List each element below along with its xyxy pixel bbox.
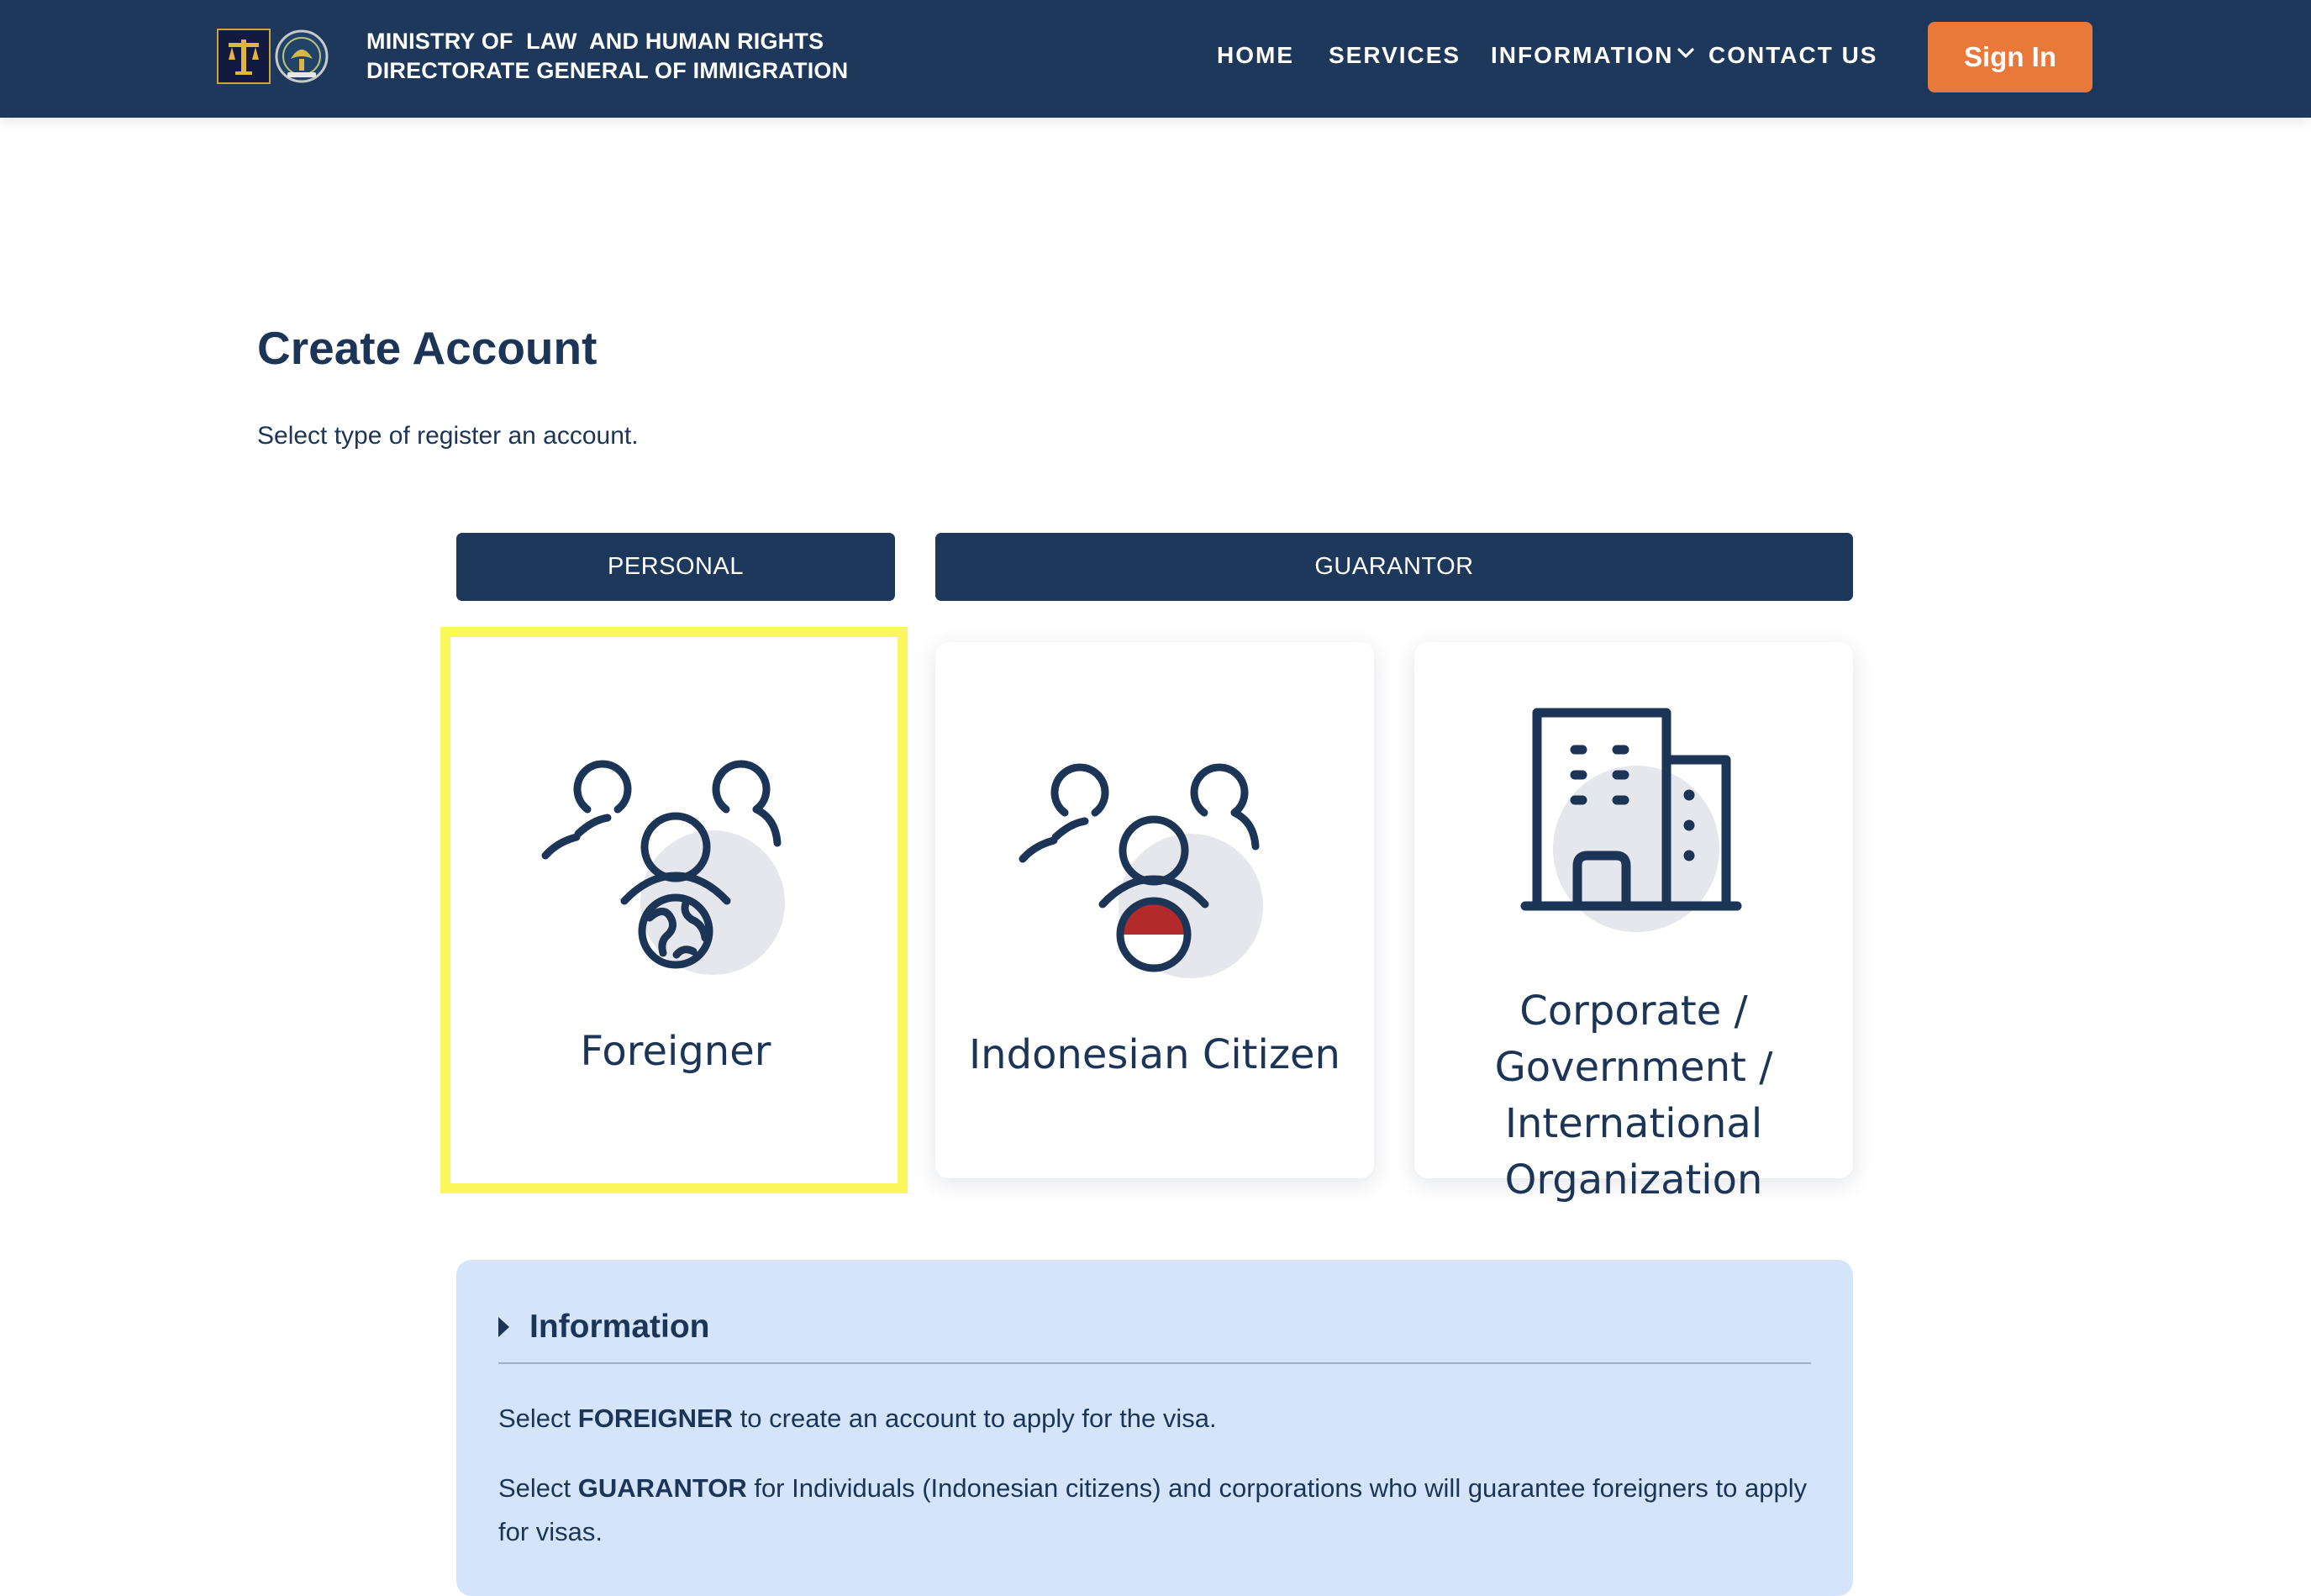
card-corporate[interactable] bbox=[1414, 642, 1853, 1204]
tab-personal[interactable]: PERSONAL bbox=[456, 533, 895, 601]
info-line1-prefix: Select bbox=[498, 1404, 578, 1433]
people-globe-icon bbox=[456, 639, 895, 1180]
immigration-seal-icon bbox=[274, 29, 329, 84]
nav-home[interactable]: HOME bbox=[1217, 42, 1294, 68]
chevron-down-icon[interactable] bbox=[1676, 43, 1696, 63]
nav-information[interactable]: INFORMATION bbox=[1491, 42, 1674, 68]
ministry-line-1: MINISTRY OF LAW AND HUMAN RIGHTS bbox=[366, 29, 824, 54]
ministry-logo-icon bbox=[217, 29, 271, 84]
card-label-corporate: Corporate / Government / International Organization bbox=[1494, 988, 1773, 1204]
page-title: Create Account bbox=[257, 322, 597, 374]
info-line2-prefix: Select bbox=[498, 1473, 578, 1503]
card-label-indonesian-citizen: Indonesian Citizen bbox=[969, 1031, 1340, 1078]
information-panel bbox=[456, 1260, 1853, 1596]
page-subtitle: Select type of register an account. bbox=[257, 422, 639, 450]
people-flag-icon bbox=[935, 642, 1374, 1178]
information-toggle[interactable] bbox=[498, 1302, 709, 1352]
nav-contact-us[interactable]: CONTACT US bbox=[1708, 42, 1878, 68]
ministry-line-2: DIRECTORATE GENERAL OF IMMIGRATION bbox=[366, 58, 849, 83]
card-label-foreigner: Foreigner bbox=[580, 1028, 771, 1075]
info-line1-suffix: to create an account to apply for the visa. bbox=[733, 1404, 1217, 1433]
ministry-name bbox=[366, 27, 848, 86]
tab-guarantor[interactable]: GUARANTOR bbox=[935, 533, 1853, 601]
information-text-foreigner bbox=[498, 1397, 1809, 1441]
card-indonesian-citizen[interactable] bbox=[935, 642, 1374, 1178]
caret-right-icon bbox=[498, 1317, 509, 1337]
divider bbox=[498, 1362, 1811, 1364]
info-line2-keyword: GUARANTOR bbox=[577, 1473, 747, 1503]
nav-services[interactable]: SERVICES bbox=[1329, 42, 1461, 68]
brand[interactable] bbox=[217, 27, 848, 86]
info-line1-keyword: FOREIGNER bbox=[577, 1404, 734, 1433]
info-line2-suffix: for Individuals (Indonesian citizens) and corporations who will guarantee foreigners to apply for visas. bbox=[498, 1473, 1808, 1546]
information-title: Information bbox=[529, 1309, 710, 1345]
information-text-guarantor bbox=[498, 1467, 1809, 1554]
top-navbar bbox=[0, 0, 2311, 118]
sign-in-button[interactable]: Sign In bbox=[1928, 22, 2093, 92]
card-foreigner[interactable] bbox=[456, 639, 895, 1180]
